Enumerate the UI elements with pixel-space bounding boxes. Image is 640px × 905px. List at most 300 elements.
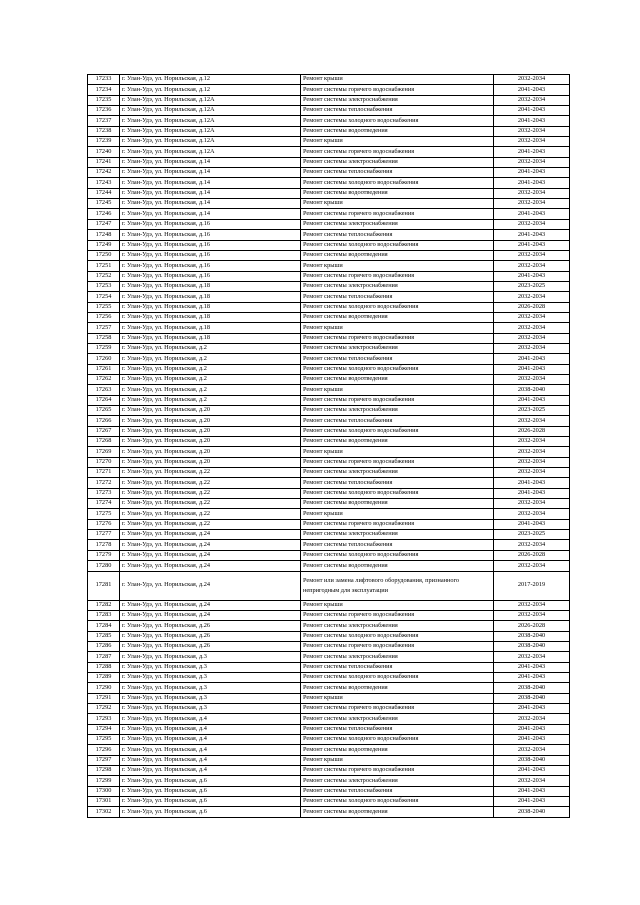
address-cell: г. Улан-Удэ, ул. Норильская, д.3 — [120, 672, 301, 682]
work-type-cell: Ремонт системы электроснабжения — [301, 281, 494, 291]
table-row — [88, 188, 570, 198]
period-cell: 2038-2040 — [494, 385, 570, 395]
period-cell: 2041-2043 — [494, 395, 570, 405]
address-cell: г. Улан-Удэ, ул. Норильская, д.2 — [120, 343, 301, 353]
period-cell: 2041-2043 — [494, 519, 570, 529]
period-cell: 2032-2034 — [494, 561, 570, 571]
period-cell: 2038-2040 — [494, 631, 570, 641]
address-cell: г. Улан-Удэ, ул. Норильская, д.20 — [120, 457, 301, 467]
work-type-cell: Ремонт системы горячего водоснабжения — [301, 641, 494, 651]
address-cell: г. Улан-Удэ, ул. Норильская, д.18 — [120, 302, 301, 312]
row-number-cell: 17299 — [88, 776, 120, 786]
row-number-cell: 17252 — [88, 271, 120, 281]
row-number-cell: 17245 — [88, 199, 120, 209]
row-number-cell: 17257 — [88, 323, 120, 333]
row-number-cell: 17294 — [88, 724, 120, 734]
table-row — [88, 693, 570, 703]
period-cell: 2041-2043 — [494, 662, 570, 672]
period-cell: 2017-2019 — [494, 571, 570, 600]
work-type-cell: Ремонт крыши — [301, 261, 494, 271]
work-type-cell: Ремонт системы теплоснабжения — [301, 354, 494, 364]
table-row — [88, 230, 570, 240]
address-cell: г. Улан-Удэ, ул. Норильская, д.14 — [120, 178, 301, 188]
work-type-cell: Ремонт системы электроснабжения — [301, 621, 494, 631]
period-cell: 2032-2034 — [494, 776, 570, 786]
row-number-cell: 17268 — [88, 437, 120, 447]
repair-schedule-table — [87, 74, 570, 818]
period-cell: 2041-2043 — [494, 85, 570, 95]
work-type-cell: Ремонт системы теплоснабжения — [301, 724, 494, 734]
table-row — [88, 250, 570, 260]
period-cell: 2041-2043 — [494, 106, 570, 116]
work-type-cell: Ремонт системы теплоснабжения — [301, 106, 494, 116]
table-row — [88, 312, 570, 322]
row-number-cell: 17282 — [88, 600, 120, 610]
table-row — [88, 437, 570, 447]
period-cell: 2041-2043 — [494, 703, 570, 713]
address-cell: г. Улан-Удэ, ул. Норильская, д.6 — [120, 776, 301, 786]
work-type-cell: Ремонт крыши — [301, 75, 494, 85]
row-number-cell: 17241 — [88, 157, 120, 167]
row-number-cell: 17298 — [88, 766, 120, 776]
address-cell: г. Улан-Удэ, ул. Норильская, д.16 — [120, 261, 301, 271]
period-cell: 2032-2034 — [494, 343, 570, 353]
address-cell: г. Улан-Удэ, ул. Норильская, д.18 — [120, 323, 301, 333]
period-cell: 2041-2043 — [494, 478, 570, 488]
row-number-cell: 17281 — [88, 571, 120, 600]
row-number-cell: 17283 — [88, 610, 120, 620]
work-type-cell: Ремонт системы горячего водоснабжения — [301, 457, 494, 467]
period-cell: 2023-2025 — [494, 530, 570, 540]
address-cell: г. Улан-Удэ, ул. Норильская, д.22 — [120, 478, 301, 488]
table-row — [88, 385, 570, 395]
address-cell: г. Улан-Удэ, ул. Норильская, д.2 — [120, 364, 301, 374]
period-cell: 2041-2043 — [494, 230, 570, 240]
address-cell: г. Улан-Удэ, ул. Норильская, д.4 — [120, 724, 301, 734]
period-cell: 2032-2034 — [494, 95, 570, 105]
row-number-cell: 17259 — [88, 343, 120, 353]
work-type-cell: Ремонт системы холодного водоснабжения — [301, 488, 494, 498]
table-row — [88, 652, 570, 662]
table-row — [88, 261, 570, 271]
period-cell: 2032-2034 — [494, 374, 570, 384]
table-row — [88, 488, 570, 498]
address-cell: г. Улан-Удэ, ул. Норильская, д.22 — [120, 488, 301, 498]
period-cell: 2041-2043 — [494, 734, 570, 744]
address-cell: г. Улан-Удэ, ул. Норильская, д.3 — [120, 662, 301, 672]
address-cell: г. Улан-Удэ, ул. Норильская, д.20 — [120, 426, 301, 436]
work-type-cell: Ремонт системы теплоснабжения — [301, 662, 494, 672]
address-cell: г. Улан-Удэ, ул. Норильская, д.26 — [120, 631, 301, 641]
table-row — [88, 137, 570, 147]
table-row — [88, 807, 570, 817]
address-cell: г. Улан-Удэ, ул. Норильская, д.6 — [120, 797, 301, 807]
period-cell: 2032-2034 — [494, 499, 570, 509]
work-type-cell: Ремонт системы водоотведения — [301, 374, 494, 384]
row-number-cell: 17265 — [88, 406, 120, 416]
address-cell: г. Улан-Удэ, ул. Норильская, д.20 — [120, 406, 301, 416]
table-row — [88, 95, 570, 105]
row-number-cell: 17290 — [88, 683, 120, 693]
address-cell: г. Улан-Удэ, ул. Норильская, д.2 — [120, 374, 301, 384]
address-cell: г. Улан-Удэ, ул. Норильская, д.6 — [120, 807, 301, 817]
table-row — [88, 75, 570, 85]
address-cell: г. Улан-Удэ, ул. Норильская, д.22 — [120, 499, 301, 509]
period-cell: 2032-2034 — [494, 468, 570, 478]
table-row — [88, 672, 570, 682]
work-type-cell: Ремонт системы электроснабжения — [301, 652, 494, 662]
row-number-cell: 17285 — [88, 631, 120, 641]
row-number-cell: 17233 — [88, 75, 120, 85]
table-row — [88, 199, 570, 209]
period-cell: 2032-2034 — [494, 333, 570, 343]
work-type-cell: Ремонт крыши — [301, 323, 494, 333]
row-number-cell: 17242 — [88, 168, 120, 178]
period-cell: 2023-2025 — [494, 281, 570, 291]
row-number-cell: 17253 — [88, 281, 120, 291]
period-cell: 2038-2040 — [494, 641, 570, 651]
table-row — [88, 631, 570, 641]
row-number-cell: 17261 — [88, 364, 120, 374]
work-type-cell: Ремонт системы горячего водоснабжения — [301, 271, 494, 281]
row-number-cell: 17266 — [88, 416, 120, 426]
period-cell: 2041-2043 — [494, 786, 570, 796]
work-type-cell: Ремонт системы электроснабжения — [301, 530, 494, 540]
table-row — [88, 271, 570, 281]
table-row — [88, 714, 570, 724]
work-type-cell: Ремонт системы электроснабжения — [301, 343, 494, 353]
address-cell: г. Улан-Удэ, ул. Норильская, д.24 — [120, 540, 301, 550]
table-row — [88, 724, 570, 734]
address-cell: г. Улан-Удэ, ул. Норильская, д.6 — [120, 786, 301, 796]
address-cell: г. Улан-Удэ, ул. Норильская, д.3 — [120, 652, 301, 662]
period-cell: 2032-2034 — [494, 126, 570, 136]
work-type-cell: Ремонт системы электроснабжения — [301, 776, 494, 786]
row-number-cell: 17263 — [88, 385, 120, 395]
row-number-cell: 17256 — [88, 312, 120, 322]
period-cell: 2032-2034 — [494, 75, 570, 85]
period-cell: 2041-2043 — [494, 724, 570, 734]
address-cell: г. Улан-Удэ, ул. Норильская, д.24 — [120, 610, 301, 620]
period-cell: 2032-2034 — [494, 137, 570, 147]
table-row — [88, 147, 570, 157]
work-type-cell: Ремонт крыши — [301, 509, 494, 519]
row-number-cell: 17279 — [88, 550, 120, 560]
row-number-cell: 17284 — [88, 621, 120, 631]
period-cell: 2041-2043 — [494, 364, 570, 374]
table-row — [88, 571, 570, 600]
row-number-cell: 17235 — [88, 95, 120, 105]
row-number-cell: 17288 — [88, 662, 120, 672]
address-cell: г. Улан-Удэ, ул. Норильская, д.24 — [120, 561, 301, 571]
address-cell: г. Улан-Удэ, ул. Норильская, д.26 — [120, 641, 301, 651]
row-number-cell: 17234 — [88, 85, 120, 95]
period-cell: 2032-2034 — [494, 416, 570, 426]
table-row — [88, 540, 570, 550]
row-number-cell: 17300 — [88, 786, 120, 796]
address-cell: г. Улан-Удэ, ул. Норильская, д.14 — [120, 168, 301, 178]
address-cell: г. Улан-Удэ, ул. Норильская, д.14 — [120, 157, 301, 167]
work-type-cell: Ремонт системы горячего водоснабжения — [301, 147, 494, 157]
table-row — [88, 745, 570, 755]
row-number-cell: 17271 — [88, 468, 120, 478]
table-row — [88, 703, 570, 713]
row-number-cell: 17286 — [88, 641, 120, 651]
work-type-cell: Ремонт системы горячего водоснабжения — [301, 766, 494, 776]
work-type-cell: Ремонт системы водоотведения — [301, 683, 494, 693]
table-row — [88, 478, 570, 488]
row-number-cell: 17289 — [88, 672, 120, 682]
row-number-cell: 17280 — [88, 561, 120, 571]
row-number-cell: 17275 — [88, 509, 120, 519]
address-cell: г. Улан-Удэ, ул. Норильская, д.22 — [120, 468, 301, 478]
address-cell: г. Улан-Удэ, ул. Норильская, д.12А — [120, 126, 301, 136]
address-cell: г. Улан-Удэ, ул. Норильская, д.14 — [120, 188, 301, 198]
row-number-cell: 17264 — [88, 395, 120, 405]
work-type-cell: Ремонт системы горячего водоснабжения — [301, 610, 494, 620]
work-type-cell: Ремонт системы водоотведения — [301, 499, 494, 509]
row-number-cell: 17260 — [88, 354, 120, 364]
address-cell: г. Улан-Удэ, ул. Норильская, д.16 — [120, 230, 301, 240]
work-type-cell: Ремонт системы холодного водоснабжения — [301, 672, 494, 682]
address-cell: г. Улан-Удэ, ул. Норильская, д.12 — [120, 75, 301, 85]
row-number-cell: 17237 — [88, 116, 120, 126]
row-number-cell: 17267 — [88, 426, 120, 436]
table-row — [88, 550, 570, 560]
table-row — [88, 755, 570, 765]
table-row — [88, 219, 570, 229]
table-row — [88, 178, 570, 188]
row-number-cell: 17262 — [88, 374, 120, 384]
period-cell: 2032-2034 — [494, 610, 570, 620]
table-row — [88, 683, 570, 693]
work-type-cell: Ремонт или замена лифтового оборудования, признанного непригодным для эксплуатации — [301, 571, 494, 600]
table-row — [88, 343, 570, 353]
work-type-cell: Ремонт крыши — [301, 755, 494, 765]
period-cell: 2041-2043 — [494, 271, 570, 281]
work-type-cell: Ремонт системы электроснабжения — [301, 157, 494, 167]
table-row — [88, 364, 570, 374]
row-number-cell: 17292 — [88, 703, 120, 713]
work-type-cell: Ремонт системы водоотведения — [301, 561, 494, 571]
work-type-cell: Ремонт системы водоотведения — [301, 126, 494, 136]
row-number-cell: 17274 — [88, 499, 120, 509]
period-cell: 2032-2034 — [494, 250, 570, 260]
work-type-cell: Ремонт системы водоотведения — [301, 250, 494, 260]
row-number-cell: 17247 — [88, 219, 120, 229]
table-row — [88, 157, 570, 167]
table-row — [88, 240, 570, 250]
work-type-cell: Ремонт системы теплоснабжения — [301, 168, 494, 178]
address-cell: г. Улан-Удэ, ул. Норильская, д.3 — [120, 683, 301, 693]
table-row — [88, 561, 570, 571]
work-type-cell: Ремонт системы горячего водоснабжения — [301, 703, 494, 713]
address-cell: г. Улан-Удэ, ул. Норильская, д.12 — [120, 85, 301, 95]
address-cell: г. Улан-Удэ, ул. Норильская, д.24 — [120, 571, 301, 600]
work-type-cell: Ремонт системы холодного водоснабжения — [301, 797, 494, 807]
table-row — [88, 447, 570, 457]
period-cell: 2041-2043 — [494, 354, 570, 364]
table-row — [88, 797, 570, 807]
work-type-cell: Ремонт системы электроснабжения — [301, 406, 494, 416]
period-cell: 2032-2034 — [494, 447, 570, 457]
period-cell: 2032-2034 — [494, 600, 570, 610]
address-cell: г. Улан-Удэ, ул. Норильская, д.16 — [120, 240, 301, 250]
table-row — [88, 734, 570, 744]
table-row — [88, 354, 570, 364]
row-number-cell: 17251 — [88, 261, 120, 271]
work-type-cell: Ремонт системы холодного водоснабжения — [301, 178, 494, 188]
row-number-cell: 17273 — [88, 488, 120, 498]
address-cell: г. Улан-Удэ, ул. Норильская, д.20 — [120, 447, 301, 457]
row-number-cell: 17243 — [88, 178, 120, 188]
period-cell: 2038-2040 — [494, 755, 570, 765]
work-type-cell: Ремонт крыши — [301, 447, 494, 457]
period-cell: 2032-2034 — [494, 261, 570, 271]
period-cell: 2023-2025 — [494, 406, 570, 416]
address-cell: г. Улан-Удэ, ул. Норильская, д.18 — [120, 292, 301, 302]
row-number-cell: 17248 — [88, 230, 120, 240]
table-row — [88, 292, 570, 302]
table-row — [88, 600, 570, 610]
row-number-cell: 17238 — [88, 126, 120, 136]
period-cell: 2041-2043 — [494, 209, 570, 219]
address-cell: г. Улан-Удэ, ул. Норильская, д.4 — [120, 714, 301, 724]
period-cell: 2041-2043 — [494, 116, 570, 126]
row-number-cell: 17276 — [88, 519, 120, 529]
address-cell: г. Улан-Удэ, ул. Норильская, д.18 — [120, 312, 301, 322]
address-cell: г. Улан-Удэ, ул. Норильская, д.22 — [120, 519, 301, 529]
period-cell: 2032-2034 — [494, 745, 570, 755]
work-type-cell: Ремонт крыши — [301, 693, 494, 703]
table-row — [88, 374, 570, 384]
row-number-cell: 17301 — [88, 797, 120, 807]
work-type-cell: Ремонт системы горячего водоснабжения — [301, 395, 494, 405]
period-cell: 2041-2043 — [494, 766, 570, 776]
period-cell: 2041-2043 — [494, 488, 570, 498]
row-number-cell: 17254 — [88, 292, 120, 302]
work-type-cell: Ремонт системы теплоснабжения — [301, 478, 494, 488]
work-type-cell: Ремонт крыши — [301, 199, 494, 209]
row-number-cell: 17236 — [88, 106, 120, 116]
address-cell: г. Улан-Удэ, ул. Норильская, д.24 — [120, 530, 301, 540]
table-row — [88, 395, 570, 405]
row-number-cell: 17272 — [88, 478, 120, 488]
address-cell: г. Улан-Удэ, ул. Норильская, д.12А — [120, 147, 301, 157]
work-type-cell: Ремонт системы горячего водоснабжения — [301, 333, 494, 343]
row-number-cell: 17240 — [88, 147, 120, 157]
row-number-cell: 17258 — [88, 333, 120, 343]
work-type-cell: Ремонт системы электроснабжения — [301, 468, 494, 478]
period-cell: 2041-2043 — [494, 240, 570, 250]
row-number-cell: 17269 — [88, 447, 120, 457]
work-type-cell: Ремонт крыши — [301, 600, 494, 610]
row-number-cell: 17250 — [88, 250, 120, 260]
period-cell: 2041-2043 — [494, 672, 570, 682]
period-cell: 2032-2034 — [494, 219, 570, 229]
period-cell: 2032-2034 — [494, 714, 570, 724]
address-cell: г. Улан-Удэ, ул. Норильская, д.14 — [120, 199, 301, 209]
table-row — [88, 281, 570, 291]
work-type-cell: Ремонт системы холодного водоснабжения — [301, 426, 494, 436]
row-number-cell: 17295 — [88, 734, 120, 744]
address-cell: г. Улан-Удэ, ул. Норильская, д.24 — [120, 600, 301, 610]
work-type-cell: Ремонт системы теплоснабжения — [301, 540, 494, 550]
row-number-cell: 17302 — [88, 807, 120, 817]
table-row — [88, 519, 570, 529]
period-cell: 2032-2034 — [494, 188, 570, 198]
work-type-cell: Ремонт системы холодного водоснабжения — [301, 240, 494, 250]
period-cell: 2041-2043 — [494, 797, 570, 807]
table-row — [88, 766, 570, 776]
table-row — [88, 641, 570, 651]
table-row — [88, 168, 570, 178]
address-cell: г. Улан-Удэ, ул. Норильская, д.20 — [120, 437, 301, 447]
period-cell: 2041-2043 — [494, 178, 570, 188]
work-type-cell: Ремонт крыши — [301, 137, 494, 147]
address-cell: г. Улан-Удэ, ул. Норильская, д.3 — [120, 693, 301, 703]
work-type-cell: Ремонт системы водоотведения — [301, 188, 494, 198]
period-cell: 2032-2034 — [494, 292, 570, 302]
period-cell: 2032-2034 — [494, 199, 570, 209]
work-type-cell: Ремонт системы теплоснабжения — [301, 786, 494, 796]
table-row — [88, 333, 570, 343]
row-number-cell: 17255 — [88, 302, 120, 312]
period-cell: 2032-2034 — [494, 157, 570, 167]
address-cell: г. Улан-Удэ, ул. Норильская, д.26 — [120, 621, 301, 631]
work-type-cell: Ремонт системы водоотведения — [301, 745, 494, 755]
table-row — [88, 499, 570, 509]
row-number-cell: 17244 — [88, 188, 120, 198]
address-cell: г. Улан-Удэ, ул. Норильская, д.12А — [120, 95, 301, 105]
work-type-cell: Ремонт системы электроснабжения — [301, 219, 494, 229]
address-cell: г. Улан-Удэ, ул. Норильская, д.3 — [120, 703, 301, 713]
row-number-cell: 17291 — [88, 693, 120, 703]
row-number-cell: 17293 — [88, 714, 120, 724]
period-cell: 2032-2034 — [494, 509, 570, 519]
period-cell: 2032-2034 — [494, 540, 570, 550]
work-type-cell: Ремонт системы теплоснабжения — [301, 230, 494, 240]
row-number-cell: 17239 — [88, 137, 120, 147]
work-type-cell: Ремонт системы горячего водоснабжения — [301, 85, 494, 95]
address-cell: г. Улан-Удэ, ул. Норильская, д.14 — [120, 209, 301, 219]
address-cell: г. Улан-Удэ, ул. Норильская, д.2 — [120, 354, 301, 364]
table-row — [88, 426, 570, 436]
address-cell: г. Улан-Удэ, ул. Норильская, д.4 — [120, 745, 301, 755]
address-cell: г. Улан-Удэ, ул. Норильская, д.16 — [120, 271, 301, 281]
period-cell: 2026-2028 — [494, 621, 570, 631]
table-row — [88, 786, 570, 796]
work-type-cell: Ремонт системы горячего водоснабжения — [301, 209, 494, 219]
table-row — [88, 406, 570, 416]
table-row — [88, 323, 570, 333]
period-cell: 2026-2028 — [494, 550, 570, 560]
address-cell: г. Улан-Удэ, ул. Норильская, д.2 — [120, 385, 301, 395]
work-type-cell: Ремонт системы холодного водоснабжения — [301, 116, 494, 126]
work-type-cell: Ремонт системы холодного водоснабжения — [301, 364, 494, 374]
table-row — [88, 116, 570, 126]
address-cell: г. Улан-Удэ, ул. Норильская, д.4 — [120, 734, 301, 744]
table-row — [88, 302, 570, 312]
row-number-cell: 17270 — [88, 457, 120, 467]
address-cell: г. Улан-Удэ, ул. Норильская, д.18 — [120, 281, 301, 291]
address-cell: г. Улан-Удэ, ул. Норильская, д.20 — [120, 416, 301, 426]
period-cell: 2032-2034 — [494, 652, 570, 662]
table-row — [88, 530, 570, 540]
address-cell: г. Улан-Удэ, ул. Норильская, д.16 — [120, 250, 301, 260]
address-cell: г. Улан-Удэ, ул. Норильская, д.12А — [120, 116, 301, 126]
work-type-cell: Ремонт крыши — [301, 385, 494, 395]
